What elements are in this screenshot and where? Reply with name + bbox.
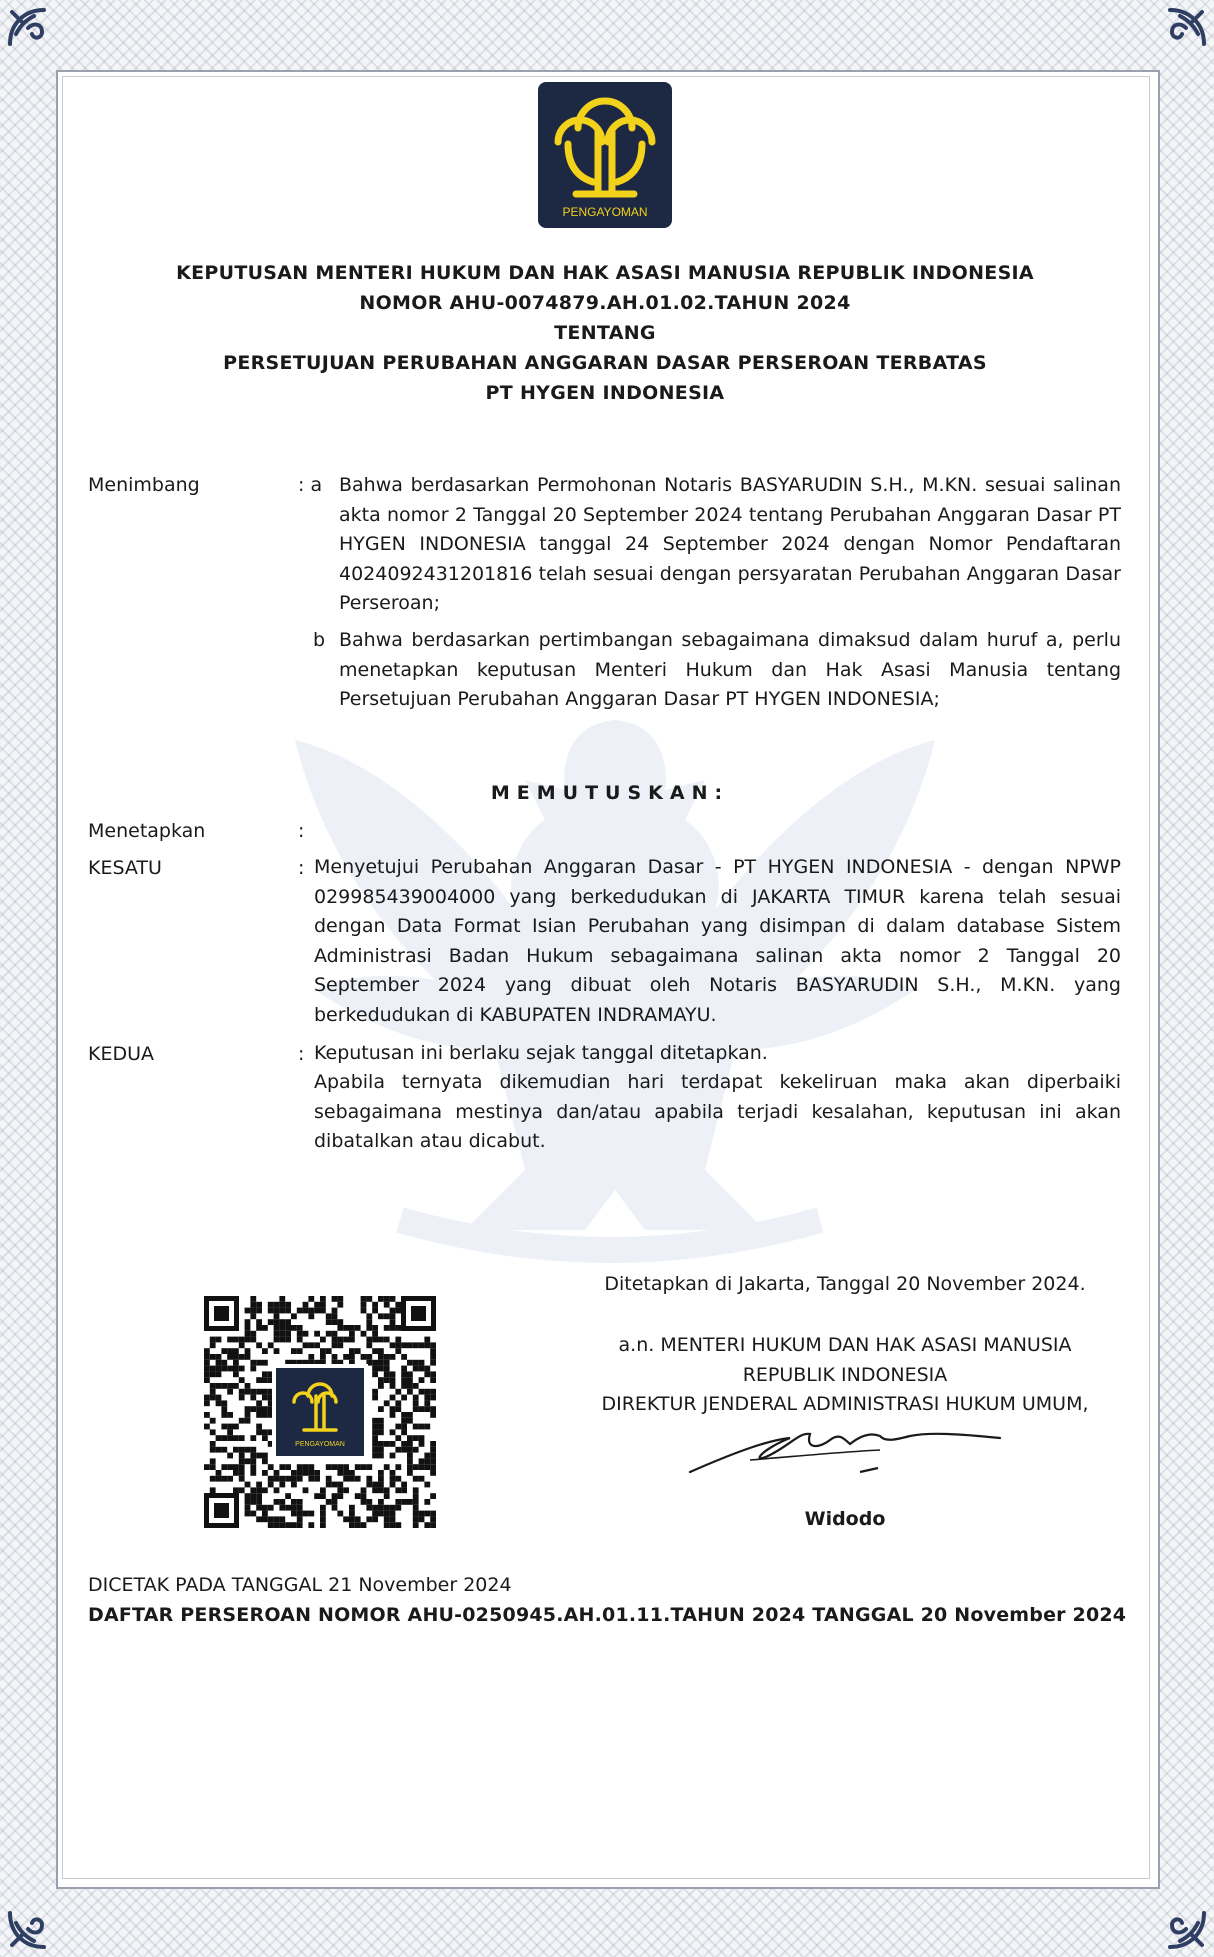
logo-label: PENGAYOMAN <box>562 205 648 219</box>
kesatu-colon: : <box>298 857 305 879</box>
handwritten-signature <box>680 1410 1010 1490</box>
decree-heading <box>150 258 1060 408</box>
heading-tentang: TENTANG <box>554 322 656 344</box>
kedua-text: Apabila ternyata dikemudian hari terdapat kekeliruan maka akan diperbaiki sebagaimana mestinya dan/atau apabila terjadi kesalahan, keputusan ini akan dibatalkan atau dicabut. <box>314 1071 1121 1153</box>
heading-number: NOMOR AHU-0074879.AH.01.02.TAHUN 2024 <box>359 292 851 314</box>
kesatu-text: Menyetujui Perubahan Anggaran Dasar - PT HYGEN INDONESIA - dengan NPWP 029985439004000 yang berkedudukan di JAKARTA TIMUR karena telah sesuai dengan Data Format Isian Perubahan yang disimpan di dalam database Sistem Administrasi Badan Hukum sebagaimana salinan akta nomor 2 Tanggal 20 September 2024 yang dibuat oleh Notaris BASYARUDIN S.H., M.KN. yang berkedudukan di KABUPATEN INDRAMAYU. <box>314 856 1121 1026</box>
registry-number: DAFTAR PERSEROAN NOMOR AHU-0250945.AH.01.11.TAHUN 2024 TANGGAL 20 November 2024 <box>88 1604 1127 1626</box>
kesatu-label: KESATU <box>88 857 162 879</box>
pengayoman-logo <box>538 82 672 228</box>
menimbang-label: Menimbang <box>88 474 200 496</box>
verification-qr-code[interactable] <box>204 1296 436 1528</box>
menimbang-marker-a: : a <box>298 474 323 496</box>
an-line-1: a.n. MENTERI HUKUM DAN HAK ASASI MANUSIA <box>618 1334 1072 1356</box>
an-line-2: REPUBLIK INDONESIA <box>742 1364 948 1386</box>
signatory-name: Widodo <box>804 1508 886 1530</box>
kedua-colon: : <box>298 1043 305 1065</box>
menimbang-marker-b: b <box>313 629 326 651</box>
menetapkan-colon: : <box>298 820 305 842</box>
memutuskan-heading: MEMUTUSKAN: <box>490 782 730 804</box>
qr-logo-label: PENGAYOMAN <box>295 1441 345 1448</box>
heading-company: PT HYGEN INDONESIA <box>485 382 725 404</box>
heading-subject: PERSETUJUAN PERUBAHAN ANGGARAN DASAR PERSEROAN TERBATAS <box>223 352 987 374</box>
an-line-3: DIREKTUR JENDERAL ADMINISTRASI HUKUM UMUM, <box>601 1393 1089 1415</box>
heading-title: KEPUTUSAN MENTERI HUKUM DAN HAK ASASI MANUSIA REPUBLIK INDONESIA <box>176 262 1034 284</box>
menimbang-item-b: Bahwa berdasarkan pertimbangan sebagaimana dimaksud dalam huruf a, perlu menetapkan keputusan Menteri Hukum dan Hak Asasi Manusia tentang Persetujuan Perubahan Anggaran Dasar PT HYGEN INDONESIA; <box>339 629 1121 711</box>
menimbang-item-a: Bahwa berdasarkan Permohonan Notaris BASYARUDIN S.H., M.KN. sesuai salinan akta nomor 2 Tanggal 20 September 2024 tentang Perubahan Anggaran Dasar PT HYGEN INDONESIA tanggal 24 September 2024 dengan Nomor Pendaftaran 4024092431201816 telah sesuai dengan persyaratan Perubahan Anggaran Dasar Perseroan; <box>339 474 1121 615</box>
menetapkan-label: Menetapkan <box>88 820 206 842</box>
place-date: Ditetapkan di Jakarta, Tanggal 20 November 2024. <box>604 1273 1086 1295</box>
printed-date: DICETAK PADA TANGGAL 21 November 2024 <box>88 1574 512 1596</box>
kedua-label: KEDUA <box>88 1043 154 1065</box>
kedua-first-line: Keputusan ini berlaku sejak tanggal ditetapkan. <box>314 1042 768 1064</box>
